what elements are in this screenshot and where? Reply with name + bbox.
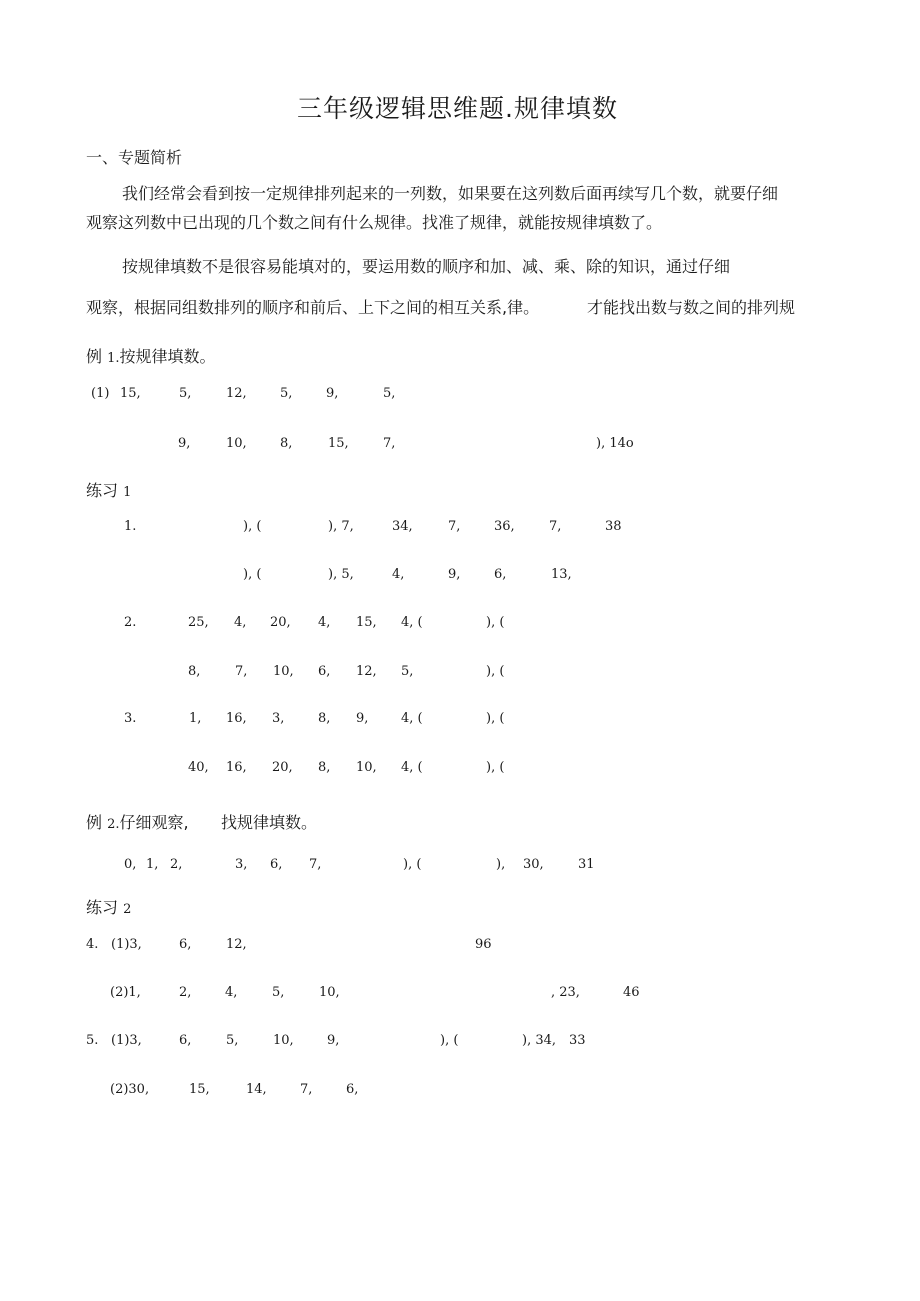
sequence-item: 4,: [392, 567, 405, 582]
example-2-label: 例: [86, 813, 103, 832]
sequence-item: 6,: [494, 567, 507, 582]
sequence-item: 40,: [188, 760, 209, 775]
sequence-item: 5,: [272, 985, 285, 1000]
sequence-item: 6,: [318, 664, 331, 679]
question-number: 3.: [124, 711, 137, 726]
question-number: 1.: [124, 519, 137, 534]
sequence-item: 5,: [226, 1033, 239, 1048]
sequence-item: 15,: [328, 436, 349, 451]
sequence-item: ),: [496, 857, 506, 872]
section-heading: 一、专题简析: [86, 148, 183, 167]
question-number: 4.: [86, 937, 99, 952]
sequence-item: ), (: [440, 1033, 459, 1048]
sequence-item: 10,: [226, 436, 247, 451]
sequence-item: ), 7,: [328, 519, 354, 534]
sequence-item: 25,: [188, 615, 209, 630]
sequence-item: 1,: [189, 711, 202, 726]
sequence-item: 7,: [300, 1082, 313, 1097]
sequence-item: ), (: [486, 760, 505, 775]
practice-1-label: 练习: [86, 481, 119, 500]
sequence-item: 12,: [226, 386, 247, 401]
sequence-item: 9,: [448, 567, 461, 582]
sequence-item: 33: [569, 1033, 586, 1048]
sequence-item: 6,: [346, 1082, 359, 1097]
sequence-item: 5,: [179, 386, 192, 401]
sequence-item: ), (: [243, 567, 262, 582]
example-1-label: 例: [86, 347, 103, 366]
sequence-item: ), (: [403, 857, 422, 872]
sequence-item: 20,: [270, 615, 291, 630]
sequence-item: 6,: [179, 937, 192, 952]
practice-2-label: 练习: [86, 898, 119, 917]
practice-1-number: 1: [123, 485, 132, 500]
example-1-text: 按规律填数。: [119, 347, 216, 366]
sequence-item: 12,: [356, 664, 377, 679]
sequence-item: 12,: [226, 937, 247, 952]
practice-1-heading: [86, 478, 131, 501]
sequence-item: ), (: [486, 664, 505, 679]
sequence-item: 9,: [326, 386, 339, 401]
sequence-item: 8,: [318, 711, 331, 726]
sequence-item: 7,: [383, 436, 396, 451]
sequence-item: 15,: [120, 386, 141, 401]
sequence-item: 20,: [272, 760, 293, 775]
practice-2-number: 2: [123, 902, 132, 917]
page-title: 三年级逻辑思维题.规律填数: [297, 94, 618, 123]
sequence-item: ), (: [243, 519, 262, 534]
sequence-item: 6,: [270, 857, 283, 872]
sequence-item: ), 34,: [522, 1033, 557, 1048]
sequence-item: 7,: [235, 664, 248, 679]
sequence-item: 15,: [189, 1082, 210, 1097]
sequence-item: 10,: [356, 760, 377, 775]
sequence-item: 9,: [327, 1033, 340, 1048]
sequence-item: 2,: [179, 985, 192, 1000]
sequence-item: 6,: [179, 1033, 192, 1048]
sequence-item: ), 14o: [596, 436, 634, 451]
example-1-number: 1.: [107, 351, 120, 366]
sequence-item: 10,: [273, 1033, 294, 1048]
sequence-item: 10,: [273, 664, 294, 679]
question-number: 2.: [124, 615, 137, 630]
intro-paragraph-2-line-2b: 才能找出数与数之间的排列规: [587, 298, 796, 317]
sequence-item: 7,: [448, 519, 461, 534]
sequence-item: 4, (: [401, 711, 423, 726]
sequence-item: 16,: [226, 760, 247, 775]
sequence-item: 4, (: [401, 615, 423, 630]
sequence-item: 10,: [319, 985, 340, 1000]
sequence-item: 0,: [124, 857, 137, 872]
sequence-item: 9,: [356, 711, 369, 726]
sequence-item: 5,: [401, 664, 414, 679]
sequence-item: 4,: [318, 615, 331, 630]
sequence-item: 7,: [549, 519, 562, 534]
sequence-item: 4,: [225, 985, 238, 1000]
sequence-item: ), (: [486, 711, 505, 726]
sequence-item: 38: [605, 519, 622, 534]
practice-2-heading: [86, 895, 131, 918]
sequence-item: (2)1,: [110, 985, 141, 1000]
sequence-item: 9,: [178, 436, 191, 451]
sequence-item: 4, (: [401, 760, 423, 775]
sequence-item: 36,: [494, 519, 515, 534]
sequence-item: 15,: [356, 615, 377, 630]
sequence-item: 14,: [246, 1082, 267, 1097]
sequence-item: 46: [623, 985, 640, 1000]
sequence-item: (1): [91, 386, 110, 401]
question-number: 5.: [86, 1033, 99, 1048]
intro-paragraph-2-line-2a: 观察，根据同组数排列的顺序和前后、上下之间的相互关系,律。: [86, 298, 540, 317]
sequence-item: 7,: [309, 857, 322, 872]
sequence-item: 30,: [523, 857, 544, 872]
sequence-item: 96: [475, 937, 492, 952]
sequence-item: 34,: [392, 519, 413, 534]
sequence-item: 5,: [280, 386, 293, 401]
intro-paragraph-1-line-2: 观察这列数中已出现的几个数之间有什么规律。找准了规律，就能按规律填数了。: [86, 213, 663, 232]
example-2-number: 2.: [107, 817, 120, 832]
example-2-text-b: 找规律填数。: [221, 813, 318, 832]
sequence-item: 8,: [188, 664, 201, 679]
sequence-item: 1,: [146, 857, 159, 872]
sequence-item: 5,: [383, 386, 396, 401]
sequence-item: 16,: [226, 711, 247, 726]
sequence-item: 8,: [280, 436, 293, 451]
sequence-item: ), (: [486, 615, 505, 630]
sequence-item: (1)3,: [111, 937, 142, 952]
sequence-item: 31: [578, 857, 595, 872]
sequence-item: 4,: [234, 615, 247, 630]
example-2-heading: [86, 810, 189, 833]
sequence-item: (2)30,: [110, 1082, 150, 1097]
intro-paragraph-2-line-1: 按规律填数不是很容易能填对的，要运用数的顺序和加、减、乘、除的知识，通过仔细: [122, 257, 731, 276]
sequence-item: ), 5,: [328, 567, 354, 582]
example-1-heading: [86, 344, 216, 367]
example-2-text-a: 仔细观察,: [119, 813, 189, 832]
sequence-item: (1)3,: [111, 1033, 142, 1048]
sequence-item: 8,: [318, 760, 331, 775]
sequence-item: 3,: [235, 857, 248, 872]
sequence-item: 3,: [272, 711, 285, 726]
intro-paragraph-1-line-1: 我们经常会看到按一定规律排列起来的一列数，如果要在这列数后面再续写几个数，就要仔细: [122, 184, 779, 203]
sequence-item: 13,: [551, 567, 572, 582]
sequence-item: , 23,: [551, 985, 580, 1000]
sequence-item: 2,: [170, 857, 183, 872]
